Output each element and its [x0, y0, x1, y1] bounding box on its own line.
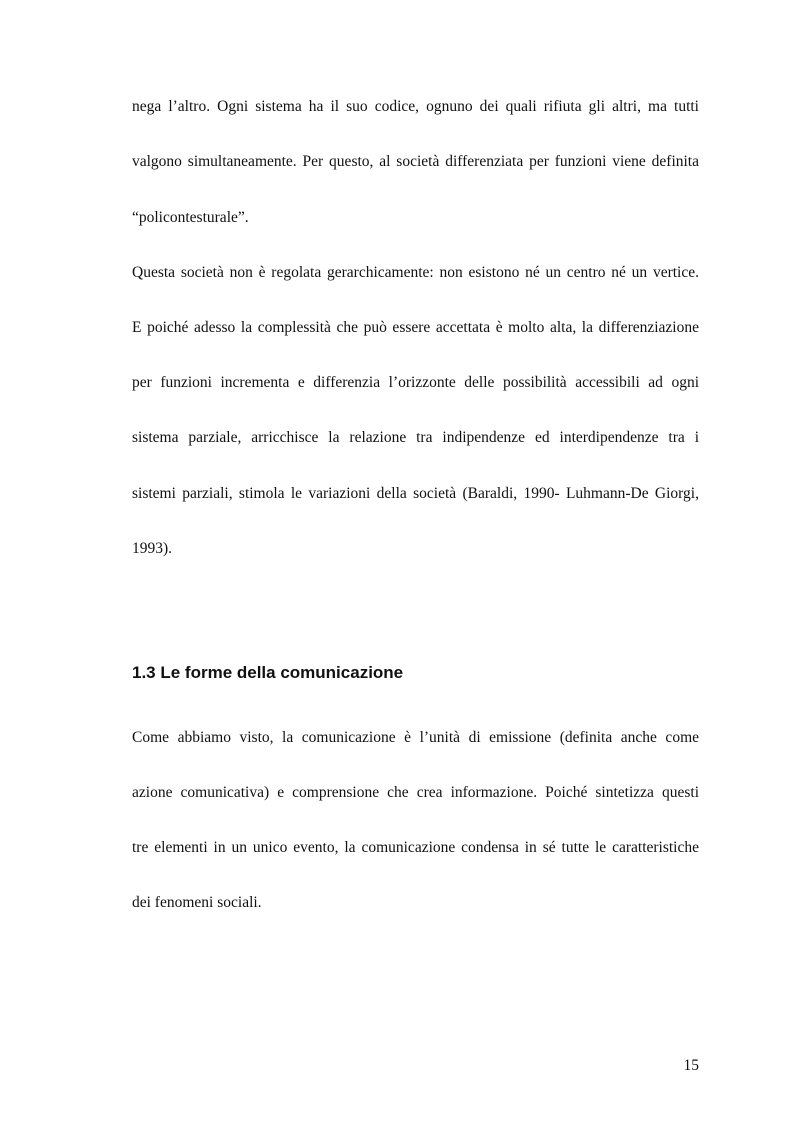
text-line: dei fenomeni sociali.	[132, 894, 262, 911]
section-heading: 1.3 Le forme della comunicazione	[132, 663, 404, 682]
text-line: sistemi parziali, stimola le variazioni della società (Baraldi, 1990- Luhmann-De Giorgi,	[132, 485, 699, 502]
text-line: azione comunicativa) e comprensione che crea informazione. Poiché sintetizza questi	[132, 784, 699, 801]
text-line: “policontesturale”.	[132, 209, 249, 226]
text-line: sistema parziale, arricchisce la relazione tra indipendenze ed interdipendenze tra i	[132, 429, 699, 446]
text-line: tre elementi in un unico evento, la comunicazione condensa in sé tutte le caratteristiche	[132, 839, 699, 856]
text-line: Come abbiamo visto, la comunicazione è l’unità di emissione (definita anche come	[132, 729, 699, 746]
text-line: 1993).	[132, 540, 173, 557]
text-line: valgono simultaneamente. Per questo, al società differenziata per funzioni viene definita	[132, 153, 699, 170]
text-line: per funzioni incrementa e differenzia l’orizzonte delle possibilità accessibili ad ogni	[132, 374, 699, 391]
text-line: E poiché adesso la complessità che può essere accettata è molto alta, la differenziazione	[132, 319, 699, 336]
text-line: Questa società non è regolata gerarchicamente: non esistono né un centro né un vertice.	[132, 264, 699, 281]
text-line: nega l’altro. Ogni sistema ha il suo codice, ognuno dei quali rifiuta gli altri, ma tutti	[132, 98, 699, 115]
page-number: 15	[683, 1057, 699, 1074]
